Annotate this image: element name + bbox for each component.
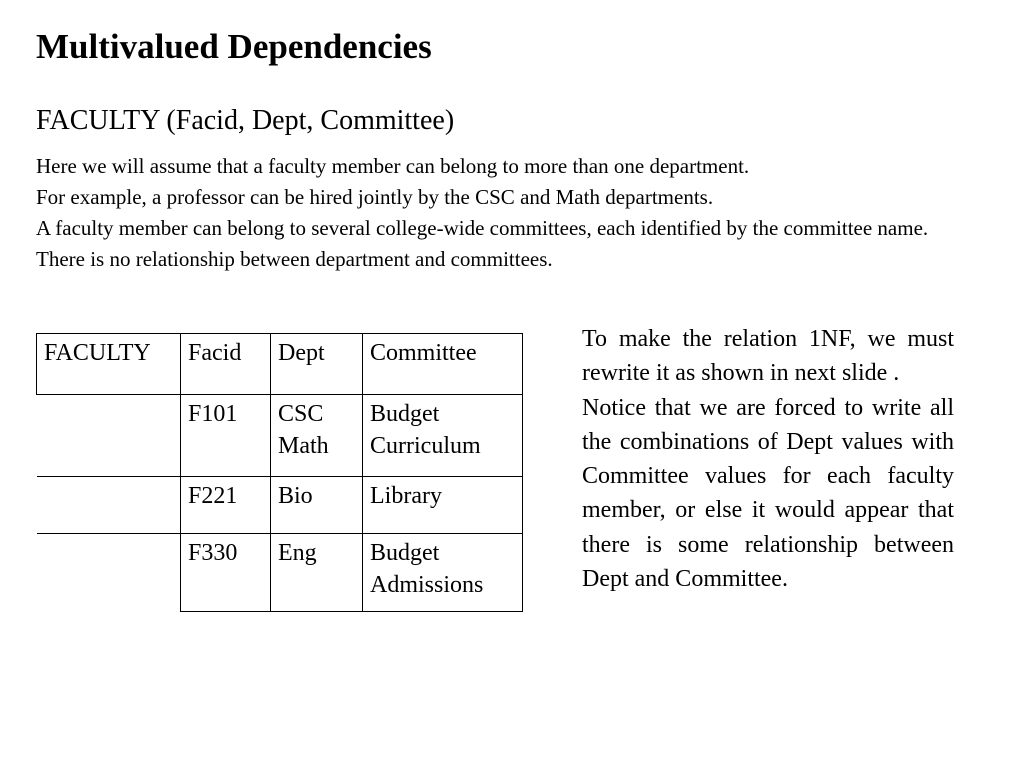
dept-cell [271,395,363,477]
facid-cell: F101 [181,395,271,477]
side-note [582,322,954,596]
table-row [37,534,523,612]
facid-cell: F221 [181,477,271,534]
committee-value: Budget [370,540,440,566]
committee-cell [363,534,523,612]
intro-paragraphs [36,151,989,275]
empty-cell [37,477,181,534]
committee-value: Curriculum [370,433,481,459]
table-header-row [37,334,523,395]
committee-cell [363,477,523,534]
side-note-paragraph: To make the relation 1NF, we must rewrite it as shown in next slide . [582,326,954,387]
intro-line: Here we will assume that a faculty member can belong to more than one department. [36,154,750,178]
facid-cell: F330 [181,534,271,612]
empty-cell [37,395,181,477]
committee-value: Admissions [370,572,484,598]
table-row [37,477,523,534]
table-row [37,395,523,477]
header-cell-dept: Dept [271,334,363,395]
dept-cell [271,477,363,534]
dept-value: Bio [278,483,313,509]
faculty-table [36,333,523,612]
side-note-paragraph: Notice that we are forced to write all the combinations of Dept values with Committee values for each faculty member, or else it would appear that there is some relationship between Dept and Committee. [582,394,954,593]
header-cell-faculty: FACULTY [37,334,181,395]
dept-value: Math [278,433,329,459]
relation-schema-heading: FACULTY (Facid, Dept, Committee) [36,105,455,136]
intro-line: For example, a professor can be hired jointly by the CSC and Math departments. [36,185,714,209]
dept-cell [271,534,363,612]
intro-line: There is no relationship between department and committees. [36,247,553,271]
header-cell-committee: Committee [363,334,523,395]
intro-line: A faculty member can belong to several college-wide committees, each identified by the committee name. [36,216,929,240]
dept-value: Eng [278,540,317,566]
committee-value: Budget [370,401,440,427]
committee-cell [363,395,523,477]
committee-value: Library [370,483,442,509]
slide-title: Multivalued Dependencies [36,27,432,66]
dept-value: CSC [278,401,324,427]
empty-cell [37,534,181,612]
header-cell-facid: Facid [181,334,271,395]
